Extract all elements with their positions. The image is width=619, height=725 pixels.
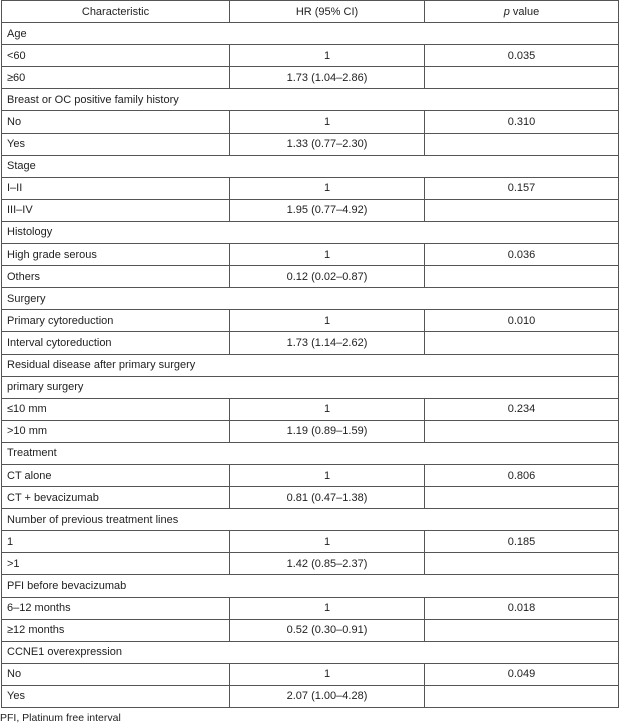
- p-value-cell: 0.185: [425, 531, 619, 553]
- hr-cell: 1: [230, 111, 425, 133]
- characteristic-cell: Primary cytoreduction: [2, 310, 230, 332]
- table-row: [2, 553, 619, 575]
- group-label: Residual disease after primary surgery: [2, 354, 619, 376]
- hr-cell: 1: [230, 310, 425, 332]
- hr-cell: 0.81 (0.47–1.38): [230, 487, 425, 509]
- characteristic-cell: Yes: [2, 133, 230, 155]
- table-row: [2, 266, 619, 288]
- characteristic-cell: High grade serous: [2, 244, 230, 266]
- group-header-row: [2, 442, 619, 464]
- table-row: [2, 531, 619, 553]
- group-header-row: [2, 23, 619, 45]
- p-value-cell: [425, 420, 619, 442]
- table-row: [2, 487, 619, 509]
- p-value-cell: 0.310: [425, 111, 619, 133]
- p-value-cell: 0.010: [425, 310, 619, 332]
- characteristic-cell: No: [2, 663, 230, 685]
- hr-cell: 1.33 (0.77–2.30): [230, 133, 425, 155]
- p-value-cell: [425, 487, 619, 509]
- group-label: CCNE1 overexpression: [2, 641, 619, 663]
- table-body: [2, 23, 619, 708]
- group-label: PFI before bevacizumab: [2, 575, 619, 597]
- characteristic-cell: I–II: [2, 177, 230, 199]
- p-value-cell: [425, 67, 619, 89]
- group-header-row: [2, 641, 619, 663]
- table-row: [2, 244, 619, 266]
- hr-cell: 1: [230, 177, 425, 199]
- table-row: [2, 420, 619, 442]
- group-label: Surgery: [2, 288, 619, 310]
- characteristic-cell: III–IV: [2, 199, 230, 221]
- group-header-row: [2, 354, 619, 376]
- p-value-cell: [425, 685, 619, 707]
- characteristic-cell: 6–12 months: [2, 597, 230, 619]
- characteristic-cell: >1: [2, 553, 230, 575]
- hr-cell: 1.19 (0.89–1.59): [230, 420, 425, 442]
- p-value-cell: [425, 332, 619, 354]
- hr-cell: 0.12 (0.02–0.87): [230, 266, 425, 288]
- group-label: primary surgery: [2, 376, 619, 398]
- characteristic-cell: <60: [2, 45, 230, 67]
- table-row: [2, 111, 619, 133]
- p-value-cell: [425, 619, 619, 641]
- group-label: Treatment: [2, 442, 619, 464]
- table-row: [2, 310, 619, 332]
- table-row: [2, 199, 619, 221]
- table-footnote: PFI, Platinum free interval: [0, 712, 121, 724]
- group-header-row: [2, 221, 619, 243]
- hr-cell: 0.52 (0.30–0.91): [230, 619, 425, 641]
- hr-cell: 1: [230, 663, 425, 685]
- p-value-cell: 0.157: [425, 177, 619, 199]
- p-value-cell: [425, 553, 619, 575]
- group-label: Stage: [2, 155, 619, 177]
- p-value-cell: [425, 133, 619, 155]
- p-value-cell: 0.035: [425, 45, 619, 67]
- p-value-cell: [425, 199, 619, 221]
- table-row: [2, 133, 619, 155]
- characteristic-cell: ≥12 months: [2, 619, 230, 641]
- table-row: [2, 67, 619, 89]
- group-label: Number of previous treatment lines: [2, 509, 619, 531]
- group-label: Age: [2, 23, 619, 45]
- column-header-p-value: [425, 1, 619, 23]
- column-header-hr: HR (95% CI): [230, 1, 425, 23]
- hr-cell: 1.95 (0.77–4.92): [230, 199, 425, 221]
- group-header-row: [2, 376, 619, 398]
- p-value-cell: 0.806: [425, 464, 619, 486]
- hr-cell: 1: [230, 597, 425, 619]
- characteristic-cell: CT + bevacizumab: [2, 487, 230, 509]
- hr-cell: 1.73 (1.04–2.86): [230, 67, 425, 89]
- table-row: [2, 619, 619, 641]
- hr-cell: 1: [230, 464, 425, 486]
- table-row: [2, 45, 619, 67]
- group-header-row: [2, 89, 619, 111]
- p-value-label-rest: value: [509, 5, 540, 18]
- group-header-row: [2, 575, 619, 597]
- characteristic-cell: ≤10 mm: [2, 398, 230, 420]
- group-label: Histology: [2, 221, 619, 243]
- hazard-ratio-table: [1, 0, 619, 708]
- characteristic-cell: Others: [2, 266, 230, 288]
- group-label: Breast or OC positive family history: [2, 89, 619, 111]
- characteristic-cell: No: [2, 111, 230, 133]
- characteristic-cell: CT alone: [2, 464, 230, 486]
- column-header-characteristic: Characteristic: [2, 1, 230, 23]
- p-value-cell: 0.018: [425, 597, 619, 619]
- table-row: [2, 663, 619, 685]
- hr-cell: 1: [230, 45, 425, 67]
- p-value-cell: 0.049: [425, 663, 619, 685]
- p-value-cell: [425, 266, 619, 288]
- table-row: [2, 332, 619, 354]
- p-italic-label: p: [503, 5, 510, 18]
- p-value-cell: 0.234: [425, 398, 619, 420]
- header-row: [2, 1, 619, 23]
- group-header-row: [2, 155, 619, 177]
- hr-cell: 2.07 (1.00–4.28): [230, 685, 425, 707]
- hr-cell: 1: [230, 244, 425, 266]
- table-row: [2, 597, 619, 619]
- group-header-row: [2, 509, 619, 531]
- table-row: [2, 177, 619, 199]
- table-row: [2, 398, 619, 420]
- table-row: [2, 685, 619, 707]
- characteristic-cell: ≥60: [2, 67, 230, 89]
- hr-cell: 1.42 (0.85–2.37): [230, 553, 425, 575]
- characteristic-cell: Interval cytoreduction: [2, 332, 230, 354]
- table-header: [2, 1, 619, 23]
- p-value-cell: 0.036: [425, 244, 619, 266]
- hr-cell: 1.73 (1.14–2.62): [230, 332, 425, 354]
- hr-cell: 1: [230, 531, 425, 553]
- characteristic-cell: >10 mm: [2, 420, 230, 442]
- characteristic-cell: 1: [2, 531, 230, 553]
- hr-cell: 1: [230, 398, 425, 420]
- characteristic-cell: Yes: [2, 685, 230, 707]
- table-row: [2, 464, 619, 486]
- group-header-row: [2, 288, 619, 310]
